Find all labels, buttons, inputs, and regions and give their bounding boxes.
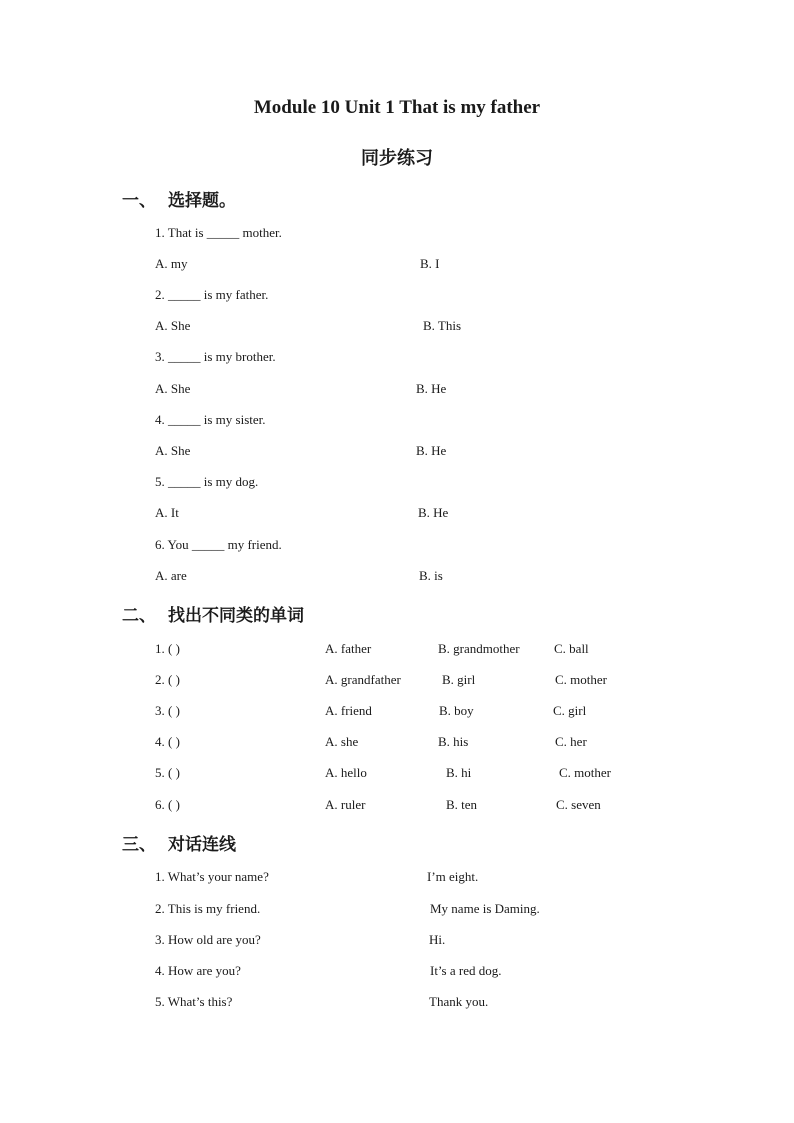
option-a: A. ruler: [325, 797, 366, 812]
option-b: B. I: [420, 256, 440, 271]
dialogue-left: 2. This is my friend.: [155, 901, 261, 916]
dialogue-right: I’m eight.: [427, 869, 479, 884]
option-a: A. hello: [325, 765, 367, 780]
question-4: 4. _____ is my sister.: [155, 412, 266, 427]
option-b: B. boy: [439, 703, 474, 718]
option-b: B. ten: [446, 797, 478, 812]
option-c: C. her: [555, 734, 587, 749]
dialogue-right: It’s a red dog.: [430, 963, 502, 978]
option-c: C. mother: [555, 672, 607, 687]
dialogue-left: 5. What’s this?: [155, 994, 233, 1009]
option-a: A. she: [325, 734, 359, 749]
dialogue-right: Hi.: [429, 932, 446, 947]
question-1: 1. That is _____ mother.: [155, 225, 282, 240]
option-c: C. ball: [554, 641, 589, 656]
option-b: B. This: [423, 318, 462, 333]
section-1-heading: [122, 186, 236, 211]
option-a: A. She: [155, 443, 191, 458]
option-a: A. It: [155, 505, 179, 520]
option-b: B. He: [416, 381, 447, 396]
option-a: A. She: [155, 318, 191, 333]
option-a: A. father: [325, 641, 372, 656]
row-number: 5. ( ): [155, 765, 180, 780]
row-number: 4. ( ): [155, 734, 180, 749]
option-b: B. He: [416, 443, 447, 458]
question-2: 2. _____ is my father.: [155, 287, 269, 302]
section-number: 三、: [122, 835, 156, 855]
option-a: A. are: [155, 568, 187, 583]
row-number: 2. ( ): [155, 672, 180, 687]
option-a: A. grandfather: [325, 672, 401, 687]
option-a: A. friend: [325, 703, 372, 718]
option-b: B. grandmother: [438, 641, 520, 656]
option-a: A. my: [155, 256, 188, 271]
option-b: B. his: [438, 734, 469, 749]
dialogue-left: 4. How are you?: [155, 963, 241, 978]
question-6: 6. You _____ my friend.: [155, 537, 282, 552]
question-3: 3. _____ is my brother.: [155, 349, 276, 364]
option-c: C. seven: [556, 797, 601, 812]
option-c: C. mother: [559, 765, 611, 780]
page-subtitle: 同步练习: [361, 148, 433, 168]
dialogue-left: 3. How old are you?: [155, 932, 261, 947]
row-number: 6. ( ): [155, 797, 180, 812]
section-title: 选择题。: [168, 191, 236, 211]
option-b: B. hi: [446, 765, 472, 780]
section-2-heading: [122, 601, 304, 626]
section-title: 找出不同类的单词: [168, 606, 304, 626]
option-b: B. He: [418, 505, 449, 520]
question-5: 5. _____ is my dog.: [155, 474, 259, 489]
section-title: 对话连线: [168, 835, 236, 855]
option-b: B. girl: [442, 672, 476, 687]
dialogue-left: 1. What’s your name?: [155, 869, 269, 884]
section-number: 一、: [122, 191, 156, 211]
page-title: Module 10 Unit 1 That is my father: [253, 97, 541, 118]
section-3-heading: [122, 830, 236, 855]
section-number: 二、: [122, 606, 156, 626]
row-number: 3. ( ): [155, 703, 180, 718]
dialogue-right: My name is Daming.: [430, 901, 540, 916]
row-number: 1. ( ): [155, 641, 180, 656]
option-b: B. is: [419, 568, 443, 583]
option-a: A. She: [155, 381, 191, 396]
option-c: C. girl: [553, 703, 587, 718]
dialogue-right: Thank you.: [429, 994, 489, 1009]
